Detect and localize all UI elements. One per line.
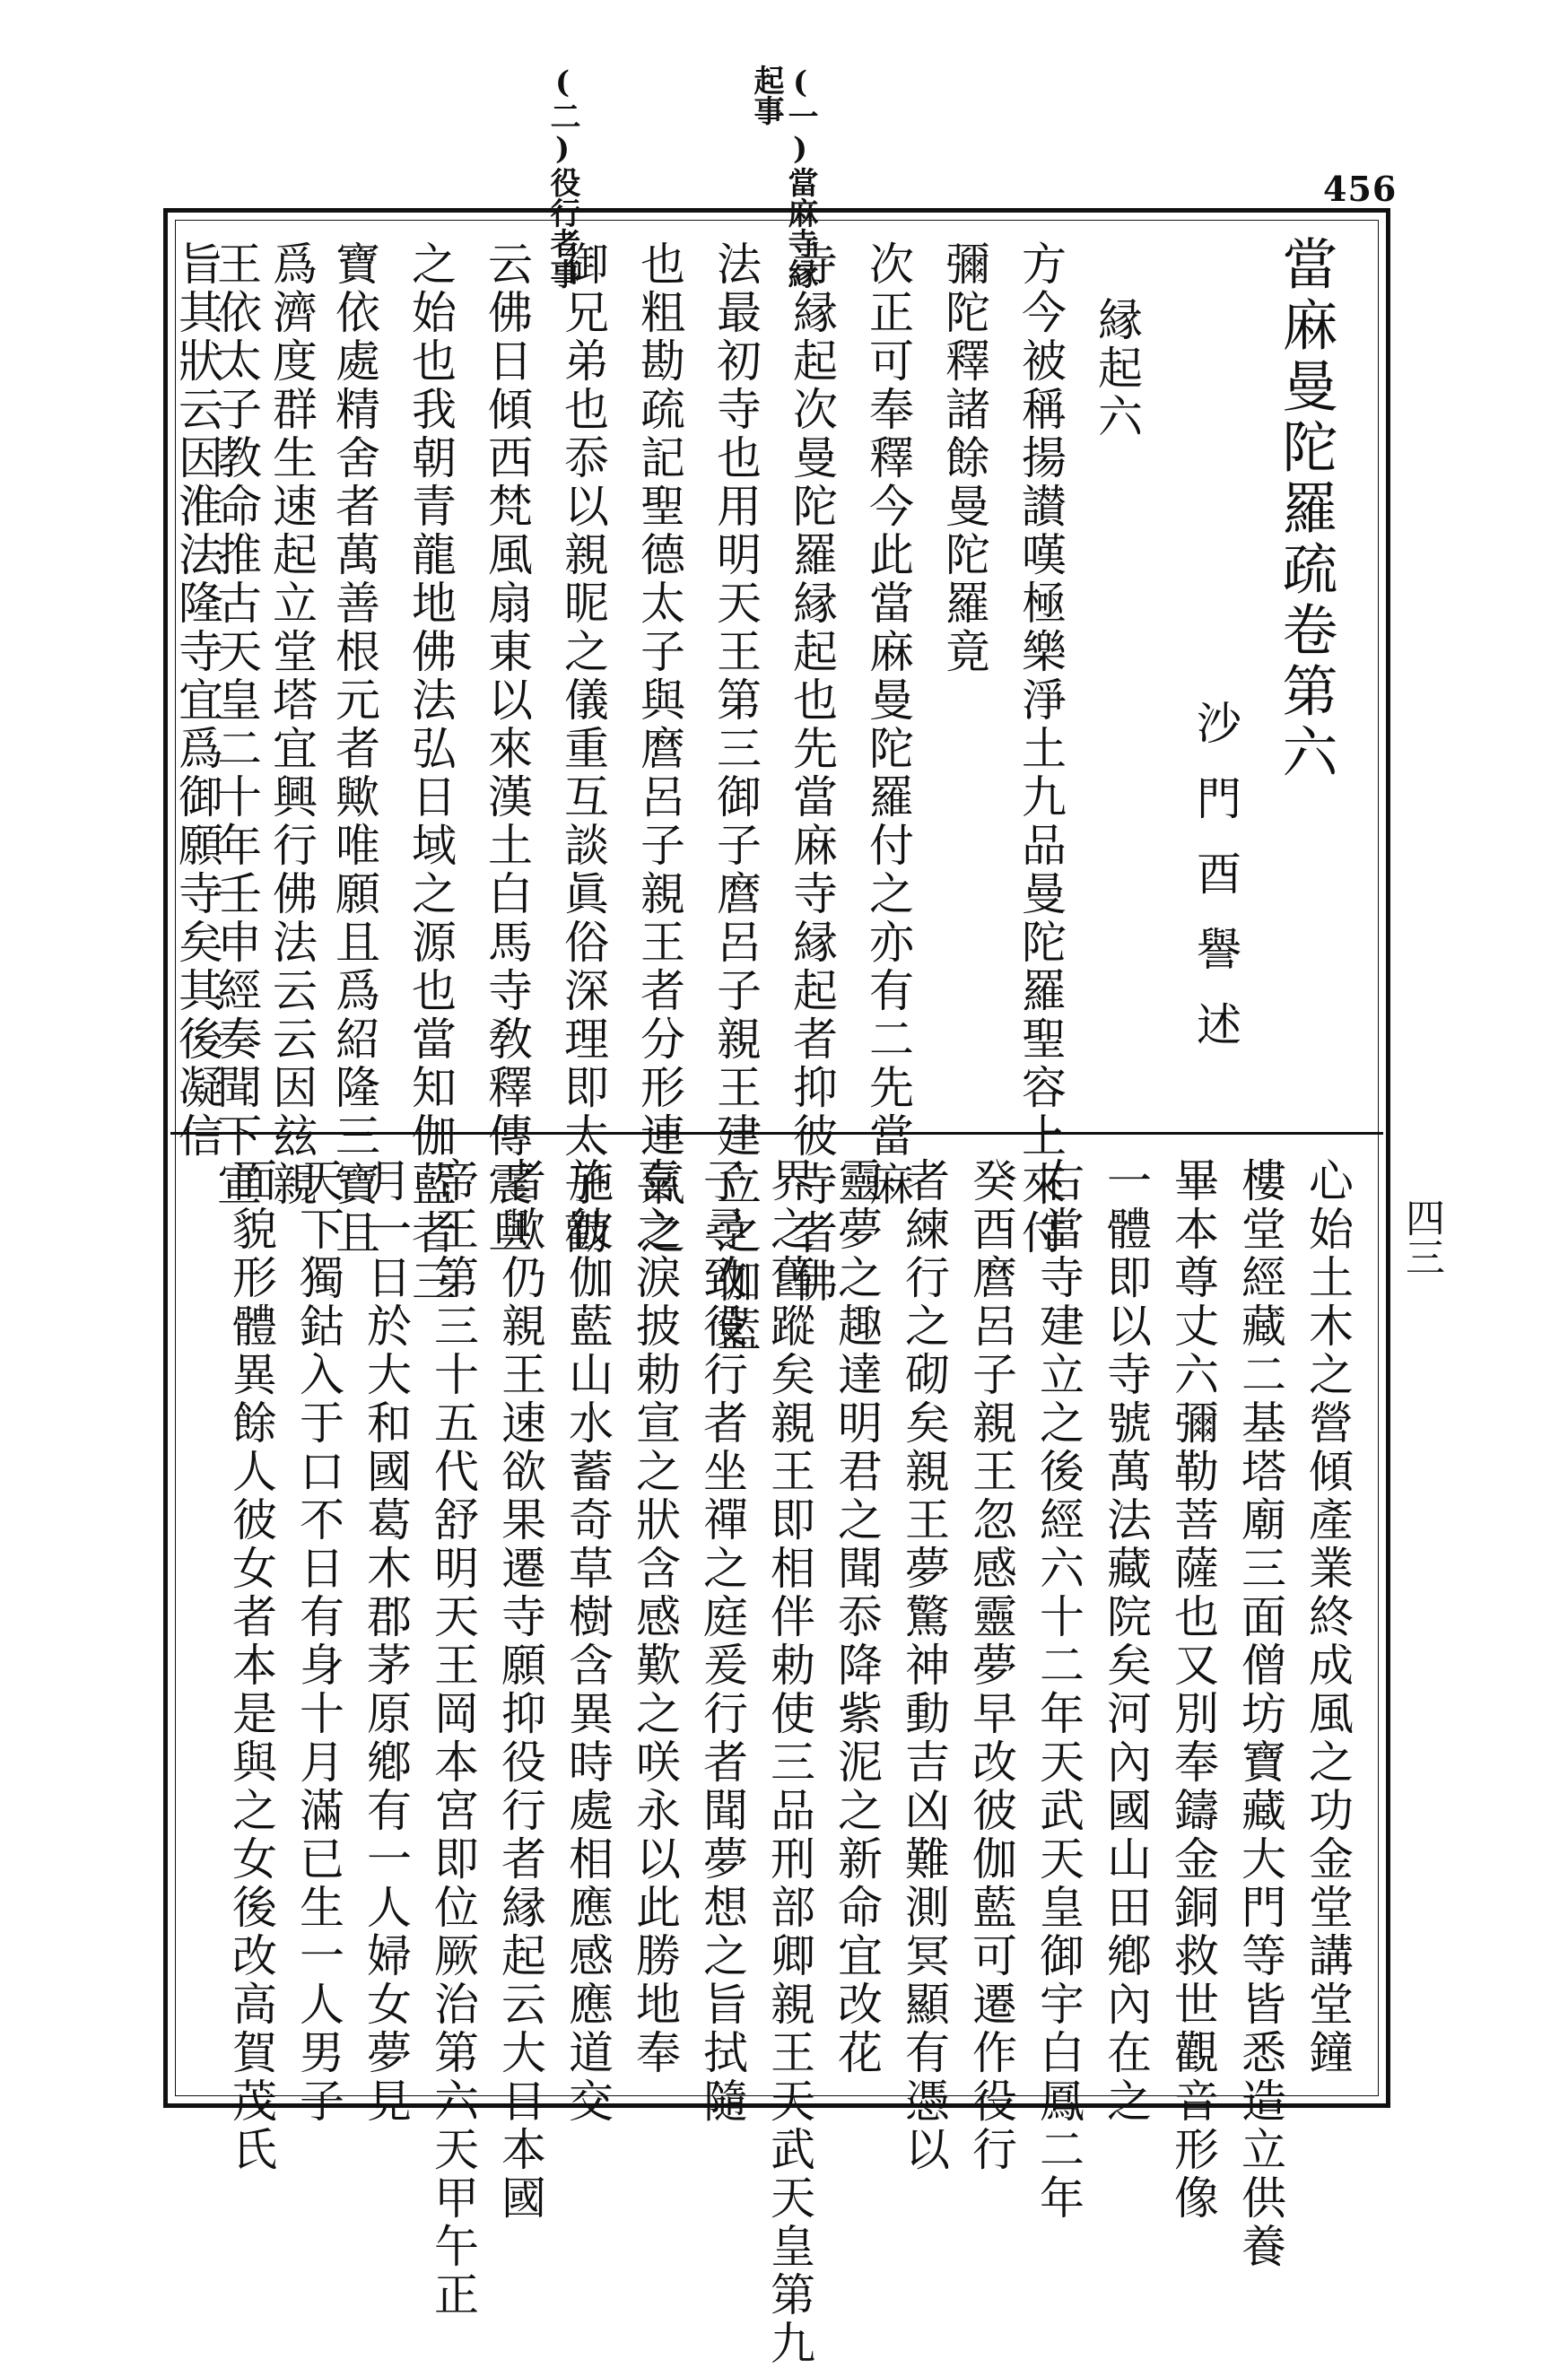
- text-column: 界之舊蹤矣親王即相伴勅使三品刑部卿親王天武天皇第九: [763, 1157, 815, 2368]
- text-column: 旨其狀云因淮法隆寺宜爲御願寺矣其後凝信: [171, 240, 223, 1161]
- text-column: 心始土木之營傾產業終成風之功金堂講堂鐘: [1302, 1157, 1354, 2077]
- text-column: 方今被稱揚讃嘆極樂淨土九品曼陀羅聖容上來付: [1015, 240, 1067, 1258]
- text-column: 畢本尊丈六彌勒菩薩也又別奉鑄金銅救世觀音形像: [1167, 1157, 1219, 2223]
- text-column: 王依太子教命推古天皇二十年壬申經奏聞下宣: [210, 240, 262, 1209]
- text-column: 月一日於大和國葛木郡茅原鄕有一人婦女夢見: [360, 1157, 412, 2126]
- page-number: 456: [1323, 169, 1398, 209]
- author: 沙門酉譽述: [1189, 700, 1241, 1076]
- margin-note-1: (一)當麻寺縁 起事: [748, 65, 818, 289]
- text-column: 者練行之砌矣親王夢驚神動吉凶難測冥顯有憑以: [898, 1157, 950, 2174]
- text-column: 一體即以寺號萬法藏院矣河內國山田鄕內在之: [1100, 1157, 1152, 2126]
- text-column: 施彼伽藍山水蓄奇草樹含異時處相應感應道交: [562, 1157, 614, 2126]
- text-column: 之始也我朝青龍地佛法弘日域之源也當知伽藍者三: [405, 240, 457, 1306]
- text-column: 喜之淚披勅宣之狀含感歎之咲永以此勝地奉: [629, 1157, 681, 2077]
- text-column: 云佛日傾西梵風扇東以來漢土白馬寺敎釋傳震旦: [481, 240, 533, 1258]
- text-column: 面貌形體異餘人彼女者本是與之女後改高賀茂氏: [225, 1157, 277, 2174]
- text-column: 天下獨鈷入于口不日有身十月滿已生一人男子: [292, 1157, 344, 2126]
- text-column: 彌陀釋諸餘曼陀羅竟: [938, 240, 990, 676]
- section-heading: 縁起六: [1091, 296, 1143, 441]
- folio: 四三: [1398, 1197, 1444, 1276]
- text-column: 爲濟度群生速起立堂塔宜興行佛法云云因玆親: [266, 240, 318, 1209]
- text-column: 寺縁起次曼陀羅縁起也先當麻寺縁起者抑彼寺者佛: [786, 240, 838, 1306]
- margin-note-2: (二)役行者事: [544, 65, 580, 289]
- text-column: 次正可奉釋今此當麻曼陀羅付之亦有二先當麻: [862, 240, 914, 1209]
- text-column: 法最初寺也用明天王第三御子麿呂子親王建立之伽藍: [710, 240, 762, 1354]
- text-column: 寶依處精舍者萬善根元者歟唯願且爲紹隆三寶且: [328, 240, 380, 1258]
- text-column: 也粗勘疏記聖德太子與麿呂子親王者分形連氣之: [633, 240, 685, 1258]
- text-column: 癸酉麿呂子親王忽感靈夢早改彼伽藍可遷作役行: [965, 1157, 1017, 2174]
- text-column: 靈夢之趣達明君之聞忝降紫泥之新命宜改花: [831, 1157, 883, 2077]
- text-column: 帝王第三十五代舒明天王岡本宮即位厥治第六天甲午正: [427, 1157, 479, 2320]
- text-column: 子尋致役行者坐禪之庭爰行者聞夢想之旨拭隨: [696, 1157, 748, 2126]
- title: 當麻曼陀羅疏卷第六: [1273, 235, 1338, 784]
- text-column: 樓堂經藏二基塔廟三面僧坊寶藏大門等皆悉造立供養: [1234, 1157, 1286, 2271]
- text-column: 御兄弟也忝以親昵之儀重互談眞俗深理即太子勸: [557, 240, 609, 1258]
- text-column: 者歟仍親王速欲果遷寺願抑役行者縁起云大日本國: [494, 1157, 546, 2223]
- text-column: 右當寺建立之後經六十二年天武天皇御宇白鳳二年: [1032, 1157, 1085, 2223]
